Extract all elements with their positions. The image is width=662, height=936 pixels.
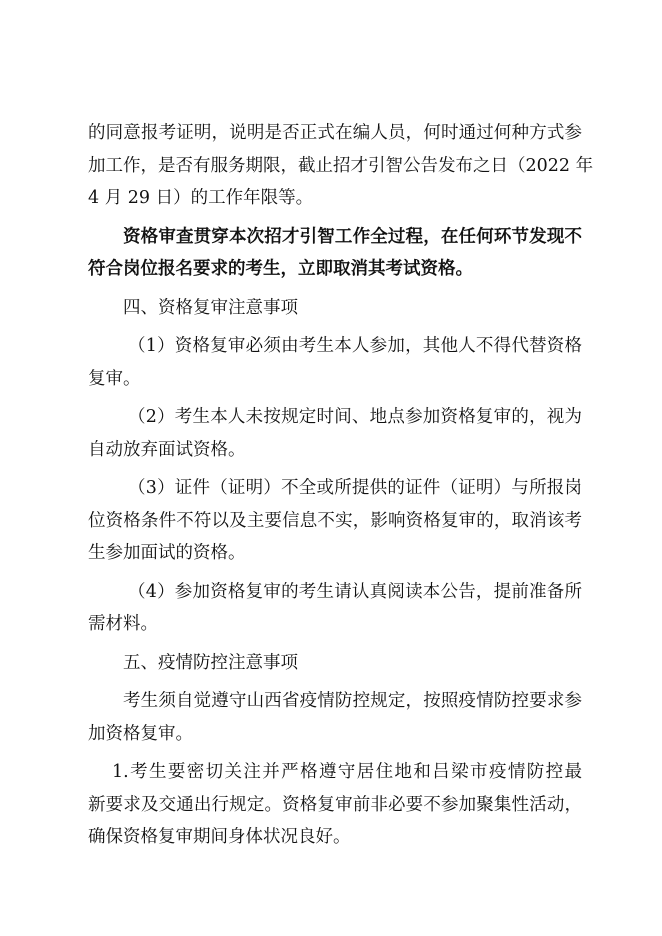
text-line: 加工作，是否有服务期限，截止招才引智公告发布之日（2022 年 xyxy=(88,155,594,176)
text-line: 新要求及交通出行规定。资格复审前非必要不参加聚集性活动， xyxy=(88,794,582,815)
text-line: 加资格复审。 xyxy=(88,723,193,744)
text-line: 考生须自觉遵守山西省疫情防控规定，按照疫情防控要求参 xyxy=(123,691,582,711)
text-line: （1）资格复审必须由考生本人参加，其他人不得代替资格 xyxy=(128,336,582,356)
text-line: （3）证件（证明）不全或所提供的证件（证明）与所报岗 xyxy=(128,478,582,498)
text-line: 的同意报考证明，说明是否正式在编人员，何时通过何种方式参 xyxy=(88,123,582,143)
text-line: 复审。 xyxy=(88,368,141,389)
text-line: 4 月 29 日）的工作年限等。 xyxy=(88,188,314,208)
text-line: 生参加面试的资格。 xyxy=(88,543,246,563)
section-heading-5: 五、疫情防控注意事项 xyxy=(123,652,298,673)
text-line: 确保资格复审期间身体状况良好。 xyxy=(88,827,351,847)
bold-text-line: 资格审查贯穿本次招才引智工作全过程，在任何环节发现不 xyxy=(123,226,582,247)
document-page xyxy=(88,117,594,854)
text-line: （2）考生本人未按规定时间、地点参加资格复审的，视为 xyxy=(128,407,582,427)
text-line: （4）参加资格复审的考生请认真阅读本公告，提前准备所 xyxy=(128,581,582,602)
text-line: 需材料。 xyxy=(88,614,158,634)
text-line: 位资格条件不符以及主要信息不实，影响资格复审的，取消该考 xyxy=(88,510,582,531)
section-heading-4: 四、资格复审注意事项 xyxy=(123,297,298,318)
text-line: 自动放弃面试资格。 xyxy=(88,439,246,460)
text-line: 1.考生要密切关注并严格遵守居住地和吕梁市疫情防控最 xyxy=(112,762,582,782)
bold-text-line: 符合岗位报名要求的考生，立即取消其考试资格。 xyxy=(88,259,473,279)
